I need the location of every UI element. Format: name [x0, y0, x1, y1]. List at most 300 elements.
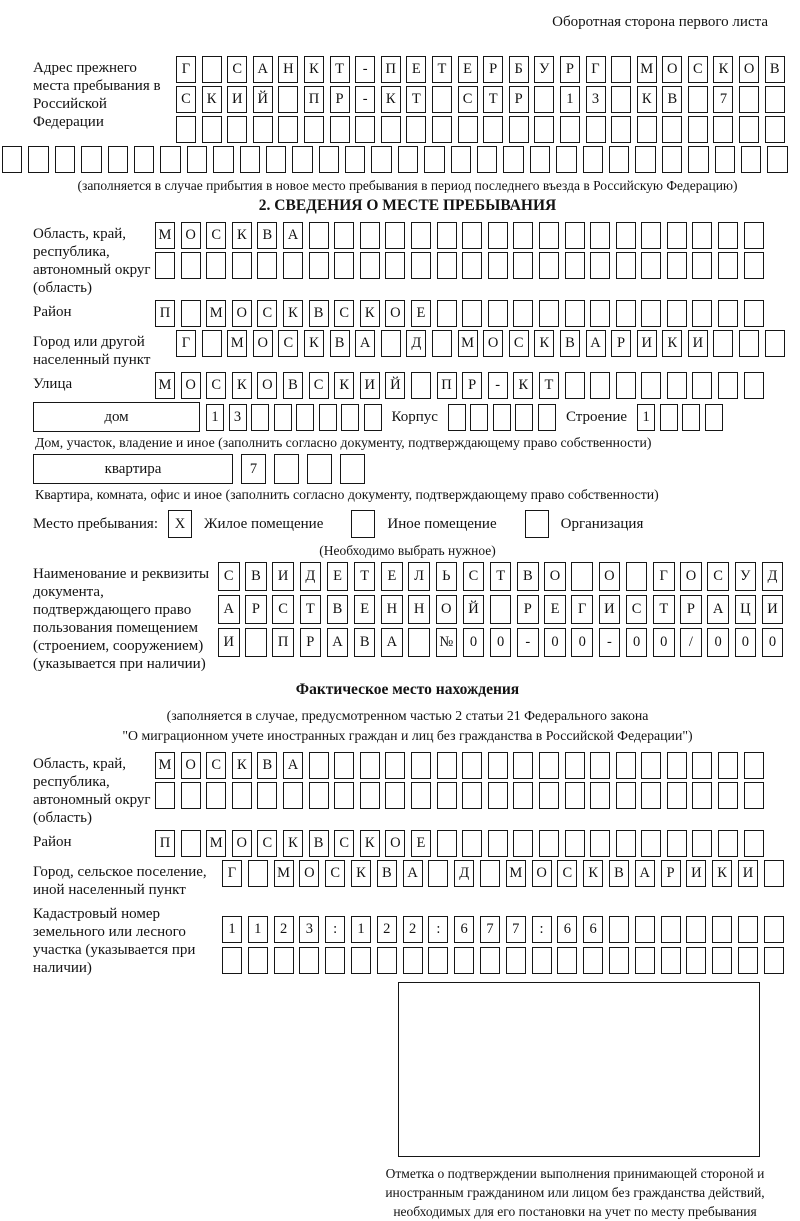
apartment-number-boxes[interactable]	[241, 454, 365, 484]
char-box[interactable]	[590, 782, 610, 809]
char-box[interactable]: Т	[483, 86, 503, 113]
char-box[interactable]: 1	[637, 404, 655, 431]
char-box[interactable]	[534, 86, 554, 113]
char-box[interactable]: С	[206, 222, 226, 249]
char-box[interactable]	[513, 752, 533, 779]
char-box[interactable]: К	[513, 372, 533, 399]
char-box[interactable]	[509, 116, 529, 143]
char-box[interactable]: К	[360, 300, 380, 327]
char-box[interactable]	[718, 300, 738, 327]
char-box[interactable]	[616, 300, 636, 327]
char-box[interactable]	[530, 146, 550, 173]
char-box[interactable]	[513, 300, 533, 327]
char-box[interactable]	[345, 146, 365, 173]
char-box[interactable]: Г	[222, 860, 242, 887]
char-box[interactable]	[437, 830, 457, 857]
char-box[interactable]	[503, 146, 523, 173]
char-box[interactable]: М	[227, 330, 247, 357]
char-box[interactable]	[667, 252, 687, 279]
char-box[interactable]	[437, 300, 457, 327]
char-box[interactable]	[299, 947, 319, 974]
char-box[interactable]	[462, 252, 482, 279]
char-box[interactable]	[692, 782, 712, 809]
char-box[interactable]: П	[304, 86, 324, 113]
char-box[interactable]: Т	[406, 86, 426, 113]
char-box[interactable]: О	[739, 56, 759, 83]
char-box[interactable]	[539, 782, 559, 809]
char-box[interactable]	[609, 146, 629, 173]
char-box[interactable]	[432, 86, 452, 113]
char-box[interactable]	[705, 404, 723, 431]
char-box[interactable]: Г	[586, 56, 606, 83]
char-box[interactable]	[480, 947, 500, 974]
char-box[interactable]: М	[206, 300, 226, 327]
char-box[interactable]: С	[206, 372, 226, 399]
char-box[interactable]: К	[232, 752, 252, 779]
char-box[interactable]: В	[662, 86, 682, 113]
char-box[interactable]: Й	[385, 372, 405, 399]
char-box[interactable]	[557, 947, 577, 974]
char-box[interactable]	[432, 330, 452, 357]
char-box[interactable]	[590, 752, 610, 779]
char-box[interactable]: Е	[327, 562, 349, 591]
char-box[interactable]	[360, 222, 380, 249]
char-box[interactable]	[692, 252, 712, 279]
char-box[interactable]	[744, 782, 764, 809]
char-box[interactable]: Т	[539, 372, 559, 399]
char-box[interactable]: В	[354, 628, 376, 657]
char-box[interactable]: О	[385, 300, 405, 327]
char-box[interactable]: Т	[490, 562, 512, 591]
char-box[interactable]	[686, 916, 706, 943]
prev-address-row-3[interactable]	[176, 116, 785, 143]
char-box[interactable]: К	[713, 56, 733, 83]
char-box[interactable]	[462, 830, 482, 857]
char-box[interactable]	[718, 830, 738, 857]
char-box[interactable]: 7	[713, 86, 733, 113]
actual-region-row-2[interactable]	[155, 782, 764, 809]
char-box[interactable]: В	[245, 562, 267, 591]
char-box[interactable]	[641, 782, 661, 809]
char-box[interactable]: О	[483, 330, 503, 357]
char-box[interactable]: Й	[253, 86, 273, 113]
char-box[interactable]: Р	[560, 56, 580, 83]
char-box[interactable]: П	[381, 56, 401, 83]
char-box[interactable]	[411, 222, 431, 249]
char-box[interactable]: 0	[762, 628, 784, 657]
stay-type-checkbox-other-premises[interactable]	[351, 510, 375, 538]
char-box[interactable]: 2	[377, 916, 397, 943]
char-box[interactable]	[451, 146, 471, 173]
char-box[interactable]: К	[232, 222, 252, 249]
char-box[interactable]: С	[334, 300, 354, 327]
char-box[interactable]	[351, 947, 371, 974]
char-box[interactable]: О	[181, 372, 201, 399]
char-box[interactable]: Е	[406, 56, 426, 83]
char-box[interactable]	[667, 782, 687, 809]
char-box[interactable]	[635, 146, 655, 173]
char-box[interactable]	[240, 146, 260, 173]
char-box[interactable]	[616, 252, 636, 279]
char-box[interactable]	[330, 116, 350, 143]
char-box[interactable]	[739, 116, 759, 143]
char-box[interactable]	[713, 116, 733, 143]
char-box[interactable]	[764, 916, 784, 943]
char-box[interactable]: У	[735, 562, 757, 591]
char-box[interactable]: С	[334, 830, 354, 857]
char-box[interactable]	[108, 146, 128, 173]
char-box[interactable]: К	[534, 330, 554, 357]
char-box[interactable]	[765, 330, 785, 357]
char-box[interactable]: Р	[611, 330, 631, 357]
char-box[interactable]	[718, 252, 738, 279]
char-box[interactable]	[611, 56, 631, 83]
char-box[interactable]	[155, 252, 175, 279]
char-box[interactable]	[480, 860, 500, 887]
char-box[interactable]	[437, 222, 457, 249]
char-box[interactable]: В	[609, 860, 629, 887]
char-box[interactable]: К	[662, 330, 682, 357]
char-box[interactable]	[325, 947, 345, 974]
char-box[interactable]	[611, 116, 631, 143]
char-box[interactable]	[355, 116, 375, 143]
char-box[interactable]	[560, 116, 580, 143]
char-box[interactable]: В	[257, 752, 277, 779]
char-box[interactable]	[744, 222, 764, 249]
char-box[interactable]: В	[283, 372, 303, 399]
char-box[interactable]: Е	[544, 595, 566, 624]
char-box[interactable]	[278, 86, 298, 113]
char-box[interactable]	[667, 372, 687, 399]
char-box[interactable]: М	[206, 830, 226, 857]
char-box[interactable]	[319, 404, 337, 431]
char-box[interactable]: С	[509, 330, 529, 357]
char-box[interactable]	[385, 222, 405, 249]
char-box[interactable]	[309, 782, 329, 809]
char-box[interactable]	[641, 252, 661, 279]
char-box[interactable]	[662, 146, 682, 173]
char-box[interactable]	[641, 830, 661, 857]
char-box[interactable]	[309, 252, 329, 279]
char-box[interactable]: -	[355, 56, 375, 83]
char-box[interactable]	[341, 404, 359, 431]
char-box[interactable]	[682, 404, 700, 431]
char-box[interactable]	[454, 947, 474, 974]
char-box[interactable]	[616, 222, 636, 249]
char-box[interactable]	[334, 252, 354, 279]
char-box[interactable]	[590, 252, 610, 279]
char-box[interactable]: А	[635, 860, 655, 887]
char-box[interactable]	[688, 116, 708, 143]
char-box[interactable]: Е	[458, 56, 478, 83]
char-box[interactable]: Г	[571, 595, 593, 624]
char-box[interactable]: С	[557, 860, 577, 887]
char-box[interactable]	[274, 454, 299, 484]
char-box[interactable]: 0	[653, 628, 675, 657]
char-box[interactable]: 1	[560, 86, 580, 113]
char-box[interactable]	[744, 830, 764, 857]
char-box[interactable]	[304, 116, 324, 143]
char-box[interactable]	[565, 752, 585, 779]
char-box[interactable]	[488, 252, 508, 279]
char-box[interactable]	[515, 404, 533, 431]
char-box[interactable]: П	[437, 372, 457, 399]
char-box[interactable]	[688, 86, 708, 113]
char-box[interactable]: В	[309, 830, 329, 857]
char-box[interactable]	[155, 782, 175, 809]
char-box[interactable]	[187, 146, 207, 173]
char-box[interactable]: 1	[206, 404, 224, 431]
char-box[interactable]	[437, 782, 457, 809]
char-box[interactable]: В	[330, 330, 350, 357]
char-box[interactable]	[408, 628, 430, 657]
char-box[interactable]: Ц	[735, 595, 757, 624]
char-box[interactable]	[616, 372, 636, 399]
char-box[interactable]: С	[626, 595, 648, 624]
char-box[interactable]	[488, 300, 508, 327]
char-box[interactable]: Р	[300, 628, 322, 657]
char-box[interactable]: Д	[762, 562, 784, 591]
char-box[interactable]	[248, 860, 268, 887]
char-box[interactable]	[565, 222, 585, 249]
char-box[interactable]	[764, 860, 784, 887]
char-box[interactable]	[667, 830, 687, 857]
char-box[interactable]: К	[304, 56, 324, 83]
char-box[interactable]	[539, 752, 559, 779]
document-row-2[interactable]	[218, 595, 783, 624]
char-box[interactable]: Д	[454, 860, 474, 887]
char-box[interactable]: -	[517, 628, 539, 657]
char-box[interactable]	[385, 252, 405, 279]
char-box[interactable]: А	[586, 330, 606, 357]
char-box[interactable]: Р	[509, 86, 529, 113]
char-box[interactable]: Б	[509, 56, 529, 83]
char-box[interactable]	[398, 146, 418, 173]
char-box[interactable]	[134, 146, 154, 173]
char-box[interactable]: 0	[490, 628, 512, 657]
char-box[interactable]: Е	[411, 830, 431, 857]
char-box[interactable]: И	[637, 330, 657, 357]
char-box[interactable]	[181, 830, 201, 857]
char-box[interactable]	[437, 252, 457, 279]
char-box[interactable]	[360, 752, 380, 779]
prev-address-row-4[interactable]	[2, 146, 792, 173]
char-box[interactable]	[686, 947, 706, 974]
char-box[interactable]	[661, 916, 681, 943]
char-box[interactable]: О	[436, 595, 458, 624]
char-box[interactable]: К	[304, 330, 324, 357]
char-box[interactable]: С	[309, 372, 329, 399]
char-box[interactable]: Ь	[436, 562, 458, 591]
char-box[interactable]	[257, 252, 277, 279]
char-box[interactable]	[334, 752, 354, 779]
char-box[interactable]	[181, 300, 201, 327]
char-box[interactable]	[411, 782, 431, 809]
char-box[interactable]: С	[688, 56, 708, 83]
char-box[interactable]	[488, 222, 508, 249]
char-box[interactable]	[292, 146, 312, 173]
char-box[interactable]	[718, 782, 738, 809]
char-box[interactable]	[765, 116, 785, 143]
char-box[interactable]	[360, 252, 380, 279]
char-box[interactable]: А	[253, 56, 273, 83]
char-box[interactable]: В	[765, 56, 785, 83]
char-box[interactable]: К	[583, 860, 603, 887]
char-box[interactable]: С	[257, 830, 277, 857]
char-box[interactable]	[406, 116, 426, 143]
char-box[interactable]: М	[155, 222, 175, 249]
actual-district-row[interactable]	[155, 830, 764, 857]
city-row[interactable]	[176, 330, 785, 357]
char-box[interactable]: Е	[354, 595, 376, 624]
char-box[interactable]: 6	[454, 916, 474, 943]
char-box[interactable]	[744, 300, 764, 327]
char-box[interactable]: 7	[480, 916, 500, 943]
char-box[interactable]: В	[257, 222, 277, 249]
char-box[interactable]	[28, 146, 48, 173]
char-box[interactable]: И	[599, 595, 621, 624]
char-box[interactable]	[377, 947, 397, 974]
char-box[interactable]	[712, 947, 732, 974]
char-box[interactable]: А	[707, 595, 729, 624]
char-box[interactable]	[513, 222, 533, 249]
char-box[interactable]	[556, 146, 576, 173]
char-box[interactable]: Н	[278, 56, 298, 83]
char-box[interactable]: И	[738, 860, 758, 887]
char-box[interactable]	[334, 782, 354, 809]
char-box[interactable]	[371, 146, 391, 173]
char-box[interactable]: 2	[403, 916, 423, 943]
char-box[interactable]	[296, 404, 314, 431]
char-box[interactable]: :	[428, 916, 448, 943]
char-box[interactable]	[688, 146, 708, 173]
char-box[interactable]	[2, 146, 22, 173]
char-box[interactable]	[718, 752, 738, 779]
char-box[interactable]	[616, 752, 636, 779]
char-box[interactable]	[213, 146, 233, 173]
char-box[interactable]: 7	[506, 916, 526, 943]
char-box[interactable]	[307, 454, 332, 484]
char-box[interactable]	[590, 300, 610, 327]
char-box[interactable]	[637, 116, 657, 143]
char-box[interactable]: К	[283, 300, 303, 327]
char-box[interactable]: М	[274, 860, 294, 887]
char-box[interactable]: Р	[245, 595, 267, 624]
char-box[interactable]	[741, 146, 761, 173]
char-box[interactable]: 1	[248, 916, 268, 943]
korpus-boxes[interactable]	[448, 404, 556, 431]
char-box[interactable]: Т	[432, 56, 452, 83]
char-box[interactable]	[309, 222, 329, 249]
char-box[interactable]: И	[686, 860, 706, 887]
char-box[interactable]	[667, 300, 687, 327]
char-box[interactable]: С	[257, 300, 277, 327]
char-box[interactable]	[660, 404, 678, 431]
char-box[interactable]	[641, 372, 661, 399]
char-box[interactable]: С	[707, 562, 729, 591]
char-box[interactable]: К	[351, 860, 371, 887]
char-box[interactable]: О	[532, 860, 552, 887]
char-box[interactable]	[583, 146, 603, 173]
char-box[interactable]: В	[327, 595, 349, 624]
stay-type-checkbox-organization[interactable]	[525, 510, 549, 538]
house-number-boxes[interactable]	[206, 404, 382, 431]
char-box[interactable]: О	[599, 562, 621, 591]
char-box[interactable]	[477, 146, 497, 173]
char-box[interactable]: И	[688, 330, 708, 357]
char-box[interactable]	[232, 252, 252, 279]
char-box[interactable]: О	[232, 830, 252, 857]
char-box[interactable]	[283, 252, 303, 279]
char-box[interactable]: О	[544, 562, 566, 591]
char-box[interactable]	[274, 404, 292, 431]
char-box[interactable]	[428, 947, 448, 974]
char-box[interactable]: Н	[381, 595, 403, 624]
char-box[interactable]	[513, 782, 533, 809]
char-box[interactable]: К	[202, 86, 222, 113]
char-box[interactable]	[565, 300, 585, 327]
char-box[interactable]: И	[218, 628, 240, 657]
char-box[interactable]	[641, 222, 661, 249]
char-box[interactable]: 6	[583, 916, 603, 943]
char-box[interactable]	[718, 222, 738, 249]
char-box[interactable]	[744, 752, 764, 779]
document-row-3[interactable]	[218, 628, 783, 657]
char-box[interactable]	[403, 947, 423, 974]
char-box[interactable]	[667, 752, 687, 779]
char-box[interactable]	[248, 947, 268, 974]
cadastral-row-1[interactable]	[222, 916, 784, 943]
char-box[interactable]: М	[458, 330, 478, 357]
char-box[interactable]: Г	[176, 56, 196, 83]
char-box[interactable]: И	[227, 86, 247, 113]
stroenie-boxes[interactable]	[637, 404, 723, 431]
char-box[interactable]: О	[385, 830, 405, 857]
char-box[interactable]	[718, 372, 738, 399]
char-box[interactable]	[55, 146, 75, 173]
char-box[interactable]	[381, 330, 401, 357]
char-box[interactable]	[662, 116, 682, 143]
char-box[interactable]	[525, 510, 549, 538]
char-box[interactable]	[667, 222, 687, 249]
char-box[interactable]: 2	[274, 916, 294, 943]
char-box[interactable]: 3	[299, 916, 319, 943]
char-box[interactable]	[483, 116, 503, 143]
char-box[interactable]	[432, 116, 452, 143]
char-box[interactable]	[266, 146, 286, 173]
char-box[interactable]: О	[232, 300, 252, 327]
char-box[interactable]	[609, 916, 629, 943]
char-box[interactable]: 0	[544, 628, 566, 657]
char-box[interactable]	[462, 222, 482, 249]
char-box[interactable]	[283, 782, 303, 809]
char-box[interactable]	[583, 947, 603, 974]
char-box[interactable]	[340, 454, 365, 484]
char-box[interactable]	[534, 116, 554, 143]
char-box[interactable]	[565, 782, 585, 809]
char-box[interactable]	[334, 222, 354, 249]
char-box[interactable]: К	[360, 830, 380, 857]
char-box[interactable]: А	[283, 752, 303, 779]
char-box[interactable]: М	[155, 372, 175, 399]
char-box[interactable]	[539, 830, 559, 857]
char-box[interactable]: П	[155, 830, 175, 857]
char-box[interactable]: П	[272, 628, 294, 657]
char-box[interactable]	[181, 782, 201, 809]
char-box[interactable]	[351, 510, 375, 538]
char-box[interactable]	[590, 222, 610, 249]
char-box[interactable]: М	[506, 860, 526, 887]
